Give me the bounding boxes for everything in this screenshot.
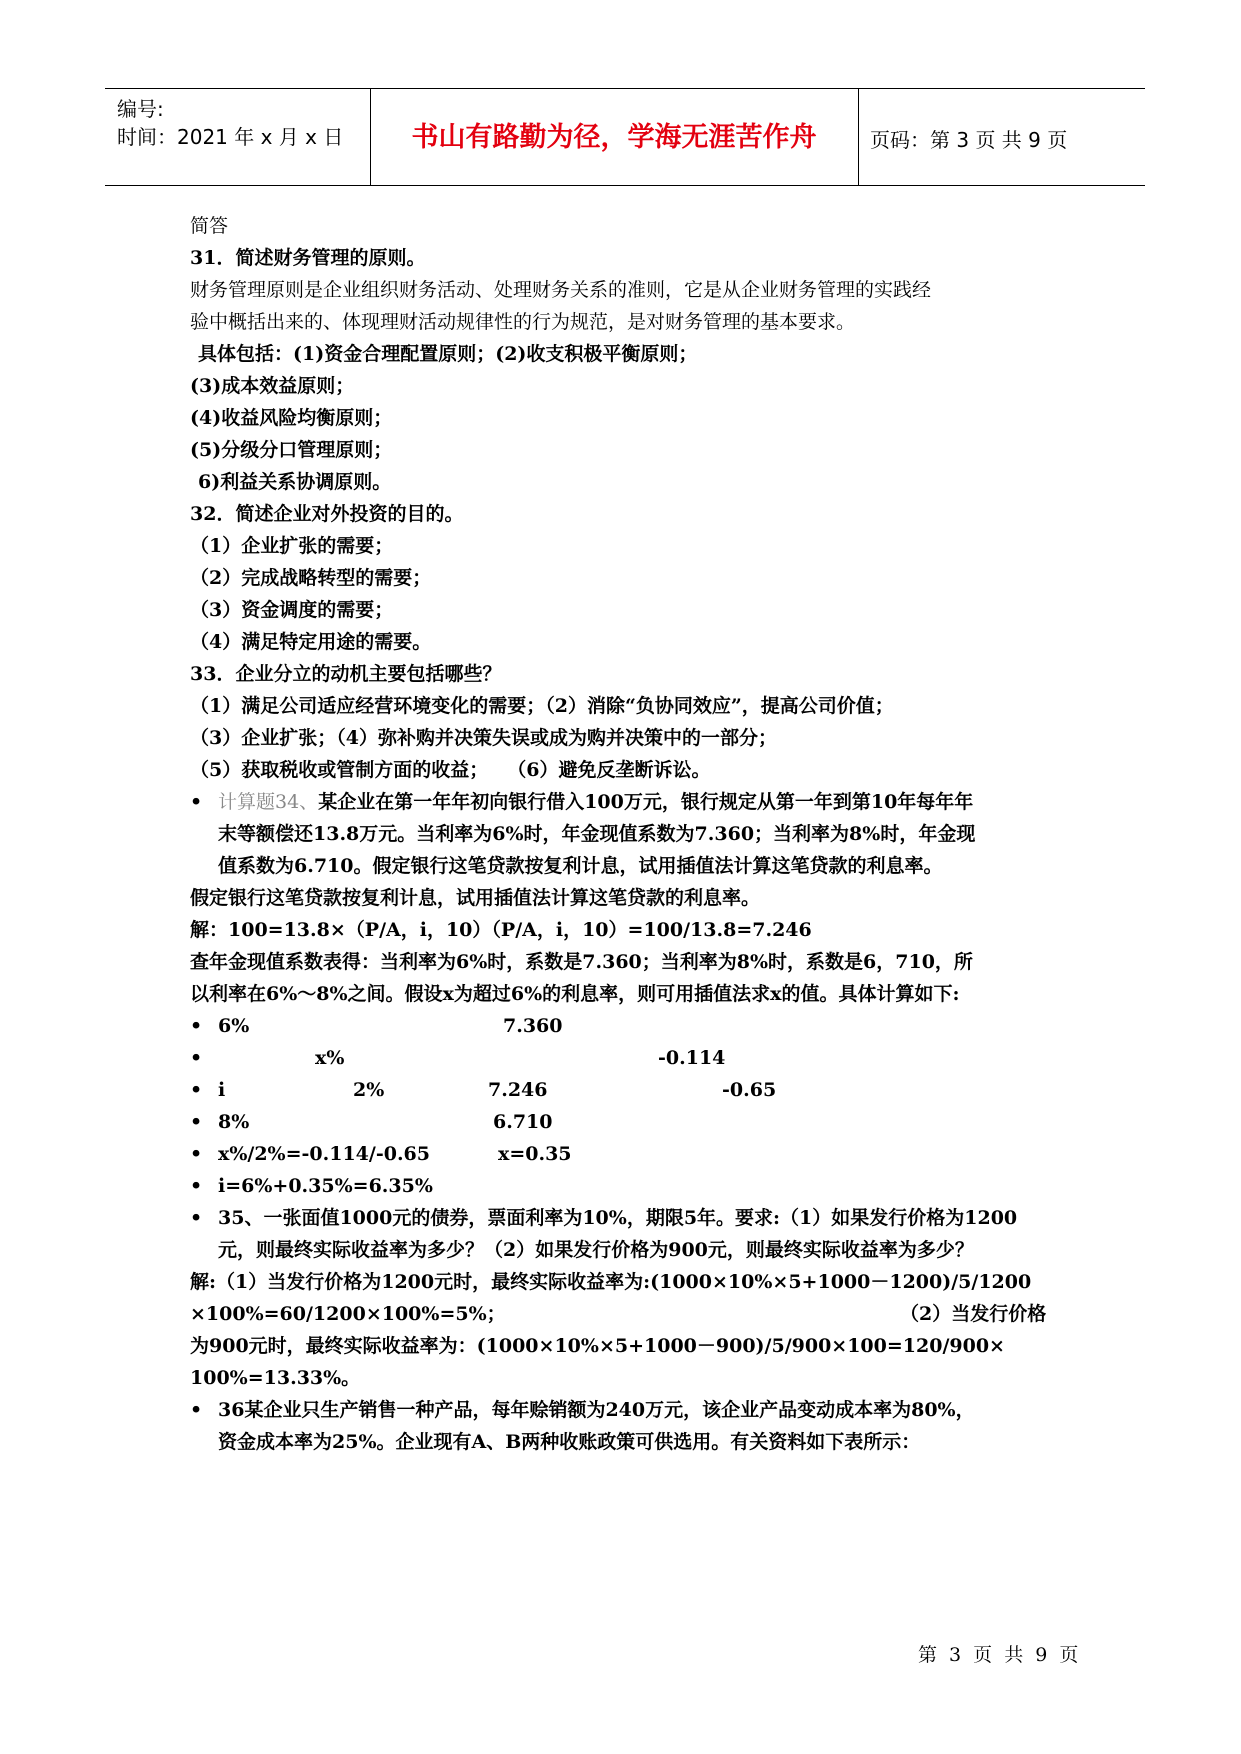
document-number-label: 编号:: [117, 97, 164, 121]
solution-line: 为900元时，最终实际收益率为：(1000×10%×5+1000－900)/5/900×100=120/900×: [190, 1335, 1005, 1357]
header-left-cell: [105, 89, 371, 185]
paragraph-line: 验中概括出来的、体现理财活动规律性的行为规范，是对财务管理的基本要求。: [190, 311, 856, 333]
paragraph-line: 查年金现值系数表得：当利率为6%时，系数是7.360；当利率为8%时，系数是6，710，所: [190, 951, 973, 973]
list-item: （1）满足公司适应经营环境变化的需要；（2）消除“负协同效应”，提高公司价值；: [190, 695, 894, 717]
solution-part: ×100%=60/1200×100%=5%；: [190, 1303, 506, 1325]
solution-part: （2）当发行价格: [900, 1303, 1047, 1325]
question-35: • 35、一张面值1000元的债券，票面利率为10%，期限5年。要求:（1）如果发行价格为1200: [190, 1202, 1070, 1234]
interp-result: • i=6%+0.35%=6.35%: [190, 1170, 1070, 1202]
list-item: （3）企业扩张；（4）弥补购并决策失误或成为购并决策中的一部分；: [190, 727, 777, 749]
interp-row: [190, 1106, 1070, 1138]
list-item: (3)成本效益原则；: [190, 375, 355, 397]
solution-line: [190, 1298, 1070, 1330]
list-item: (4)收益风险均衡原则；: [190, 407, 393, 429]
solution-line: 100%=13.33%。: [190, 1367, 361, 1389]
interp-cell: 2%: [353, 1079, 385, 1101]
paragraph-line: 财务管理原则是企业组织财务活动、处理财务关系的准则，它是从企业财务管理的实践经: [190, 279, 932, 301]
header-motto-cell: [370, 89, 859, 185]
header-motto: 书山有路勤为径，学海无涯苦作舟: [411, 122, 817, 153]
interp-cell: • i: [218, 1079, 226, 1101]
list-item: （4）满足特定用途的需要。: [190, 631, 432, 653]
solution-line: 解：100=13.8×（P/A，i，10）（P/A，i，10）=100/13.8=7.246: [190, 919, 812, 941]
question-32: 32．简述企业对外投资的目的。: [190, 503, 464, 525]
question-31: 31．简述财务管理的原则。: [190, 247, 426, 269]
interp-cell: 7.246: [488, 1079, 548, 1101]
interp-cell: 6.710: [493, 1111, 553, 1133]
interp-row: [190, 1010, 1070, 1042]
solution-line: 解:（1）当发行价格为1200元时，最终实际收益率为:(1000×10%×5+1000－1200)/5/1200: [190, 1271, 1032, 1293]
list-item: （5）获取税收或管制方面的收益； （6）避免反垄断诉讼。: [190, 759, 711, 781]
interp-cell: -0.65: [722, 1079, 777, 1101]
question-34-text: 某企业在第一年年初向银行借入100万元，银行规定从第一年到第10年每年年: [318, 791, 974, 813]
section-title: 简答: [190, 215, 229, 237]
question-36: • 36某企业只生产销售一种产品，每年赊销额为240万元，该企业产品变动成本率为80%，: [190, 1394, 1070, 1426]
document-time-label: 时间：2021 年 x 月 x 日: [117, 125, 344, 149]
interp-cell: • 6%: [218, 1015, 250, 1037]
page-footer: 第 3 页 共 9 页: [918, 1644, 1082, 1666]
list-item: 6)利益关系协调原则。: [198, 471, 392, 493]
list-item: （1）企业扩张的需要；: [190, 535, 394, 557]
interp-row: [190, 1074, 1070, 1106]
paragraph-line: 具体包括：(1)资金合理配置原则；(2)收支积极平衡原则；: [198, 343, 698, 365]
paragraph-line: 以利率在6%～8%之间。假设x为超过6%的利息率，则可用插值法求x的值。具体计算如下:: [190, 983, 960, 1005]
header-page-code: 页码：第 3 页 共 9 页: [870, 128, 1068, 152]
interp-cell: x=0.35: [498, 1143, 572, 1165]
interp-row: [190, 1138, 1070, 1170]
list-item: （2）完成战略转型的需要；: [190, 567, 432, 589]
page-header: [105, 88, 1145, 186]
question-34: [190, 786, 1070, 818]
interp-row: [190, 1042, 1070, 1074]
interp-cell: 7.360: [503, 1015, 563, 1037]
header-right-cell: [858, 89, 1145, 185]
paragraph-line: 末等额偿还13.8万元。当利率为6%时，年金现值系数为7.360；当利率为8%时，年金现: [218, 823, 976, 845]
interp-cell: • x%: [315, 1047, 345, 1069]
list-item: （3）资金调度的需要；: [190, 599, 394, 621]
paragraph-line: 假定银行这笔贷款按复利计息，试用插值法计算这笔贷款的利息率。: [190, 887, 761, 909]
paragraph-line: 值系数为6.710。假定银行这笔贷款按复利计息，试用插值法计算这笔贷款的利息率。: [218, 855, 943, 877]
paragraph-line: 元，则最终实际收益率为多少？（2）如果发行价格为900元，则最终实际收益率为多少？: [218, 1239, 974, 1261]
interp-cell: • x%/2%=-0.114/-0.65: [218, 1143, 430, 1165]
interp-cell: -0.114: [658, 1047, 726, 1069]
question-33: 33．企业分立的动机主要包括哪些？: [190, 663, 502, 685]
paragraph-line: 资金成本率为25%。企业现有A、B两种收账政策可供选用。有关资料如下表所示：: [218, 1431, 921, 1453]
document-body: [190, 210, 1070, 1458]
interp-cell: • 8%: [218, 1111, 250, 1133]
list-item: (5)分级分口管理原则；: [190, 439, 393, 461]
calc-section-label: 计算题34、: [218, 791, 319, 813]
